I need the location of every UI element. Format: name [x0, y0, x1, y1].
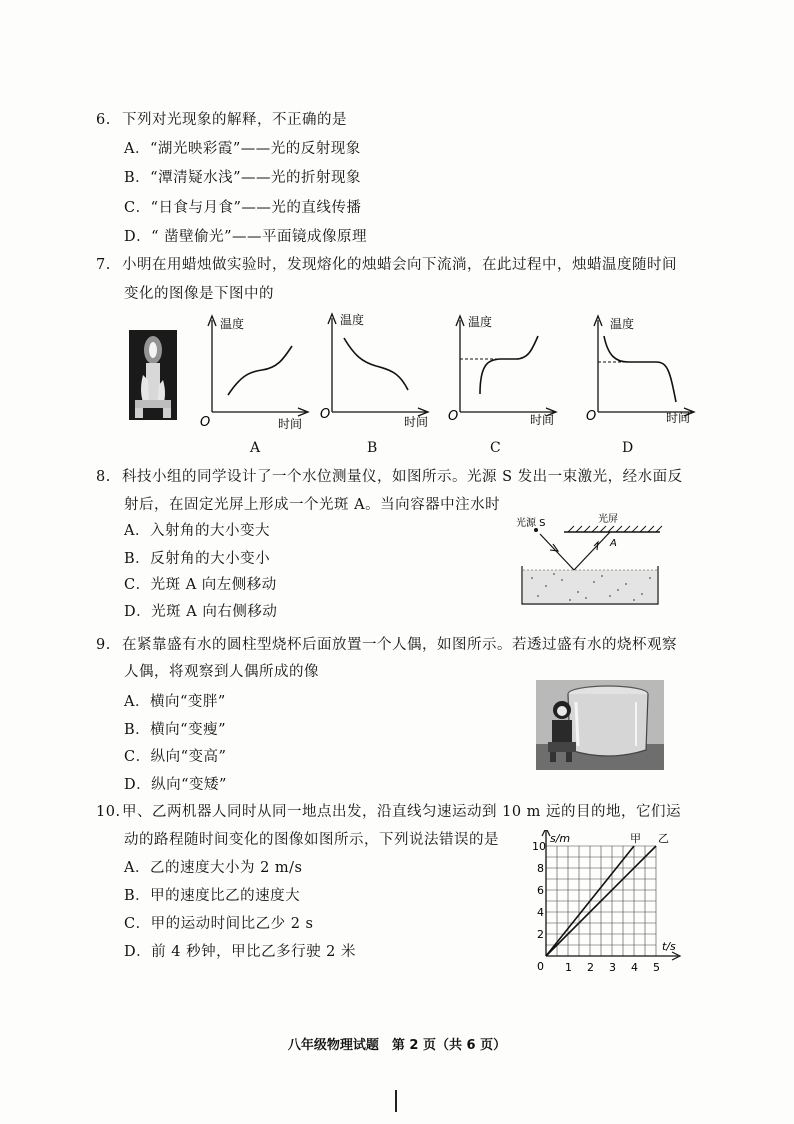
q6-option-b: B．“潭清疑水浅”——光的折射现象: [124, 170, 361, 186]
x-tick-label: 5: [653, 961, 660, 974]
q10-stem-line1: 10.甲、乙两机器人同时从同一地点出发，沿直线匀速运动到 10 m 远的目的地，它们运: [96, 804, 682, 820]
page-footer: 八年级物理试题 第 2 页（共 6 页）: [287, 1038, 507, 1053]
y-tick-label: 10: [532, 840, 546, 853]
svg-text:O: O: [586, 409, 597, 424]
svg-text:光源 S: 光源 S: [516, 518, 546, 529]
candle-photo: [129, 330, 177, 420]
water-level-figure: [512, 508, 672, 608]
svg-text:O: O: [200, 415, 211, 430]
svg-text:O: O: [448, 409, 459, 424]
y-tick-label: 6: [537, 884, 544, 897]
q7-stem-line1: 7. 小明在用蜡烛做实验时，发现熔化的烛蜡会向下流淌，在此过程中，烛蜡温度随时间: [96, 257, 677, 273]
q6-option-a: A．“湖光映彩霞”——光的反射现象: [124, 141, 361, 157]
svg-text:温度: 温度: [468, 315, 493, 329]
svg-text:O: O: [320, 407, 331, 422]
beaker-doll-photo: [536, 680, 664, 770]
chart-labels: [532, 832, 676, 974]
y-tick-label: 8: [537, 862, 544, 875]
x-tick-label: 1: [565, 961, 572, 974]
graph-d-letter: D: [622, 440, 634, 456]
x-tick-label: 3: [609, 961, 616, 974]
curve-a: [228, 346, 292, 395]
graph-c-letter: C: [490, 440, 501, 456]
q8-option-a: A．入射角的大小变大: [124, 523, 270, 539]
svg-text:温度: 温度: [340, 313, 365, 327]
distance-time-chart: [524, 830, 684, 976]
graph-a: [200, 312, 312, 432]
q10-option-a: A．乙的速度大小为 2 m/s: [124, 860, 303, 876]
curve-b: [344, 338, 408, 390]
q9-option-d: D．纵向“变矮”: [124, 777, 227, 793]
svg-text:A: A: [610, 538, 617, 549]
graph-d: [586, 312, 698, 432]
y-axis-label: s/m: [550, 832, 571, 845]
q9-option-a: A．横向“变胖”: [124, 694, 226, 710]
graph-a-letter: A: [250, 440, 261, 456]
svg-text:时间: 时间: [530, 413, 555, 427]
x-tick-label: 4: [631, 961, 638, 974]
q6-stem: 6. 下列对光现象的解释，不正确的是: [96, 112, 347, 128]
svg-text:时间: 时间: [404, 415, 429, 429]
q9-stem-line2: 人偶，将观察到人偶所成的像: [124, 664, 319, 680]
q10-option-c: C．甲的运动时间比乙少 2 s: [124, 916, 314, 932]
graph-b: [320, 310, 432, 430]
q10-option-b: B．甲的速度比乙的速度大: [124, 888, 301, 904]
svg-text:光屏: 光屏: [598, 514, 618, 525]
q9-option-c: C．纵向“变高”: [124, 749, 227, 765]
graph-c: [448, 312, 560, 432]
q8-option-d: D．光斑 A 向右侧移动: [124, 604, 278, 620]
svg-text:时间: 时间: [278, 417, 303, 431]
svg-text:时间: 时间: [666, 411, 691, 425]
x-axis-label: t/s: [662, 940, 676, 953]
q8-option-b: B．反射角的大小变小: [124, 551, 271, 567]
series-label-yi: 乙: [658, 832, 669, 845]
q7-stem-line2: 变化的图像是下图中的: [124, 286, 274, 302]
curve-d: [604, 336, 676, 402]
q9-stem-line1: 9. 在紧靠盛有水的圆柱型烧杯后面放置一个人偶，如图所示。若透过盛有水的烧杯观察: [96, 637, 677, 653]
q6-option-d: D．“ 凿壁偷光”——平面镜成像原理: [124, 229, 368, 245]
svg-text:温度: 温度: [610, 317, 635, 331]
origin-label: 0: [537, 960, 544, 973]
scan-mark: [395, 1090, 397, 1112]
q8-stem-line1: 8. 科技小组的同学设计了一个水位测量仪，如图所示。光源 S 发出一束激光，经水面反: [96, 469, 683, 485]
svg-text:温度: 温度: [220, 317, 245, 331]
q8-option-c: C．光斑 A 向左侧移动: [124, 577, 277, 593]
y-tick-label: 2: [537, 928, 544, 941]
q10-stem-line2: 动的路程随时间变化的图像如图所示，下列说法错误的是: [124, 832, 499, 848]
graph-b-letter: B: [367, 440, 378, 456]
chart-axes: [542, 830, 680, 960]
curve-c: [480, 336, 538, 394]
q8-stem-line2: 射后，在固定光屏上形成一个光斑 A。当向容器中注水时: [124, 497, 501, 513]
series-label-jia: 甲: [630, 832, 641, 845]
q9-option-b: B．横向“变瘦”: [124, 722, 226, 738]
q10-option-d: D．前 4 秒钟，甲比乙多行驶 2 米: [124, 944, 357, 960]
y-tick-label: 4: [537, 906, 544, 919]
q6-option-c: C．“日食与月食”——光的直线传播: [124, 200, 362, 216]
x-tick-label: 2: [587, 961, 594, 974]
